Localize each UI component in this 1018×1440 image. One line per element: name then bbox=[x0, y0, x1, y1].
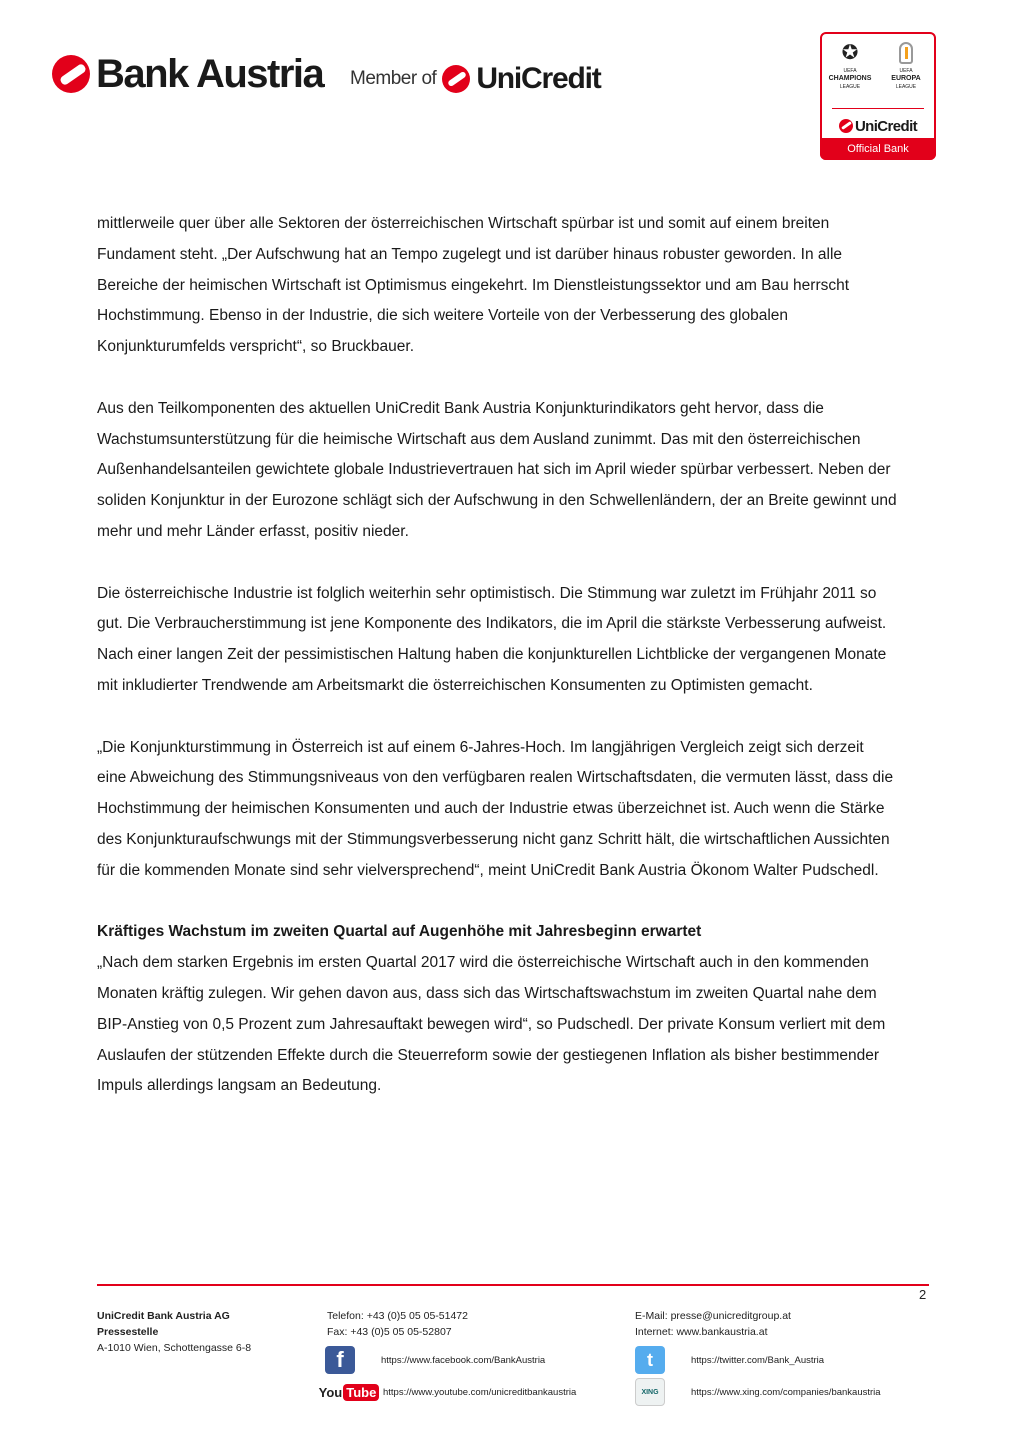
xing-icon[interactable]: XING bbox=[635, 1378, 665, 1406]
section-heading: Kräftiges Wachstum im zweiten Quartal auf Augenhöhe mit Jahresbeginn erwartet bbox=[97, 923, 702, 941]
unicredit-name: UniCredit bbox=[476, 62, 601, 95]
twitter-url[interactable]: https://twitter.com/Bank_Austria bbox=[691, 1354, 825, 1366]
twitter-icon[interactable]: t bbox=[635, 1346, 665, 1374]
document-body bbox=[97, 209, 897, 1133]
phone-line: Telefon: +43 (0)5 05 05-51472 bbox=[327, 1310, 468, 1322]
internet-line[interactable]: Internet: www.bankaustria.at bbox=[635, 1326, 768, 1338]
paragraph-5: „Nach dem starken Ergebnis im ersten Quartal 2017 wird die österreichische Wirtschaft auch in den kommenden Monaten kräftig zulegen. Wir gehen davon aus, dass sich das Wirtschaftswachstum im zweiten Quartal nahe dem BIP-Anstieg von 0,5 Prozent zum Jahresauftakt bewegen wird“, so Pudschedl. Der private Konsum verliert mit dem Auslaufen der stützenden Effekte durch die Steuerreform sowie der gestiegenen Inflation als bisher bestimmender Impuls allerdings langsam an Bedeutung. bbox=[97, 954, 886, 1095]
footer-divider bbox=[97, 1284, 929, 1286]
paragraph-4: „Die Konjunkturstimmung in Österreich ist auf einem 6-Jahres-Hoch. Im langjährigen Vergleich zeigt sich derzeit eine Abweichung des Stimmungsniveaus von den verfügbaren realen Wirtschaftsdaten, die vermuten lässt, dass die Hochstimmung der heimischen Konsumenten und auch der Industrie etwas überzeichnet ist. Auch wenn die Stärke des Konjunkturaufschwungs mit der Stimmungsverbesserung nicht ganz Schritt hält, die wirtschaftlichen Aussichten für die kommenden Monate sind sehr vielversprechend“, meint UniCredit Bank Austria Ökonom Walter Pudschedl. bbox=[97, 738, 894, 879]
unicredit-mark-icon bbox=[839, 119, 853, 133]
twitter-link[interactable] bbox=[635, 1346, 824, 1374]
starball-icon: ✪ bbox=[841, 42, 859, 64]
address-line: A-1010 Wien, Schottengasse 6-8 bbox=[97, 1342, 252, 1354]
youtube-icon[interactable]: You Tube bbox=[325, 1378, 373, 1406]
company-name: UniCredit Bank Austria AG bbox=[97, 1310, 230, 1322]
badge-unicredit-logo: UniCredit bbox=[822, 109, 934, 143]
email-line[interactable]: E-Mail: presse@unicreditgroup.at bbox=[635, 1310, 791, 1322]
fax-line: Fax: +43 (0)5 05 05-52807 bbox=[327, 1326, 452, 1338]
youtube-url[interactable]: https://www.youtube.com/unicreditbankaustria bbox=[383, 1386, 577, 1398]
facebook-url[interactable]: https://www.facebook.com/BankAustria bbox=[381, 1354, 546, 1366]
page-number: 2 bbox=[919, 1287, 927, 1302]
brand-name: Bank Austria bbox=[96, 52, 324, 96]
facebook-icon[interactable]: f bbox=[325, 1346, 355, 1374]
champions-league-logo: ✪ UEFA CHAMPIONS LEAGUE bbox=[828, 42, 872, 90]
footer-contact bbox=[635, 1308, 791, 1340]
youtube-link[interactable] bbox=[318, 1378, 577, 1406]
trophy-icon bbox=[899, 42, 913, 64]
uefa-official-bank-badge bbox=[820, 32, 936, 160]
footer-phone bbox=[327, 1308, 468, 1340]
unicredit-mark-icon bbox=[442, 65, 470, 93]
footer-address bbox=[97, 1308, 251, 1356]
bank-austria-logo bbox=[52, 52, 323, 96]
department-name: Pressestelle bbox=[97, 1326, 159, 1338]
member-of-label: Member of bbox=[350, 68, 437, 89]
unicredit-mark-icon bbox=[52, 55, 90, 93]
member-of-unicredit bbox=[350, 62, 601, 96]
xing-url[interactable]: https://www.xing.com/companies/bankaustria bbox=[691, 1386, 881, 1398]
xing-link[interactable] bbox=[635, 1378, 881, 1406]
paragraph-3: Die österreichische Industrie ist folglich weiterhin sehr optimistisch. Die Stimmung war zuletzt im Frühjahr 2011 so gut. Die Verbraucherstimmung ist jene Komponente des Indikators, die im April die stärkste Verbesserung aufweist. Nach einer langen Zeit der pessimistischen Haltung haben die konjunkturellen Lichtblicke der vergangenen Monate mit inkludierter Trendwende am Arbeitsmarkt die österreichischen Konsumenten zu Optimisten gemacht. bbox=[97, 584, 887, 694]
europa-league-logo: UEFA EUROPA LEAGUE bbox=[881, 42, 931, 91]
facebook-link[interactable] bbox=[325, 1346, 545, 1374]
paragraph-1: mittlerweile quer über alle Sektoren der österreichischen Wirtschaft spürbar ist und somit auf einem breiten Fundament steht. „Der Aufschwung hat an Tempo zugelegt und ist darüber hinaus robuster geworden. In alle Bereiche der heimischen Wirtschaft ist Optimismus eingekehrt. Im Dienstleistungssektor und am Bau herrscht Hochstimmung. Ebenso in der Industrie, die sich weitere Vorteile von der Verbesserung des globalen Konjunkturumfelds verspricht“, so Bruckbauer. bbox=[97, 215, 850, 356]
official-bank-label: Official Bank bbox=[820, 138, 936, 160]
paragraph-2: Aus den Teilkomponenten des aktuellen UniCredit Bank Austria Konjunkturindikators geht hervor, dass die Wachstumsunterstützung für die heimische Wirtschaft aus dem Ausland zunimmt. Das mit den österreichischen Außenhandelsanteilen gewichtete globale Industrievertrauen hat sich im April wieder spürbar verbessert. Neben der soliden Konjunktur in der Eurozone schlägt sich der Aufschwung in den Schwellenländern, der an Breite gewinnt und mehr und mehr Länder erfasst, positiv nieder. bbox=[97, 399, 897, 540]
